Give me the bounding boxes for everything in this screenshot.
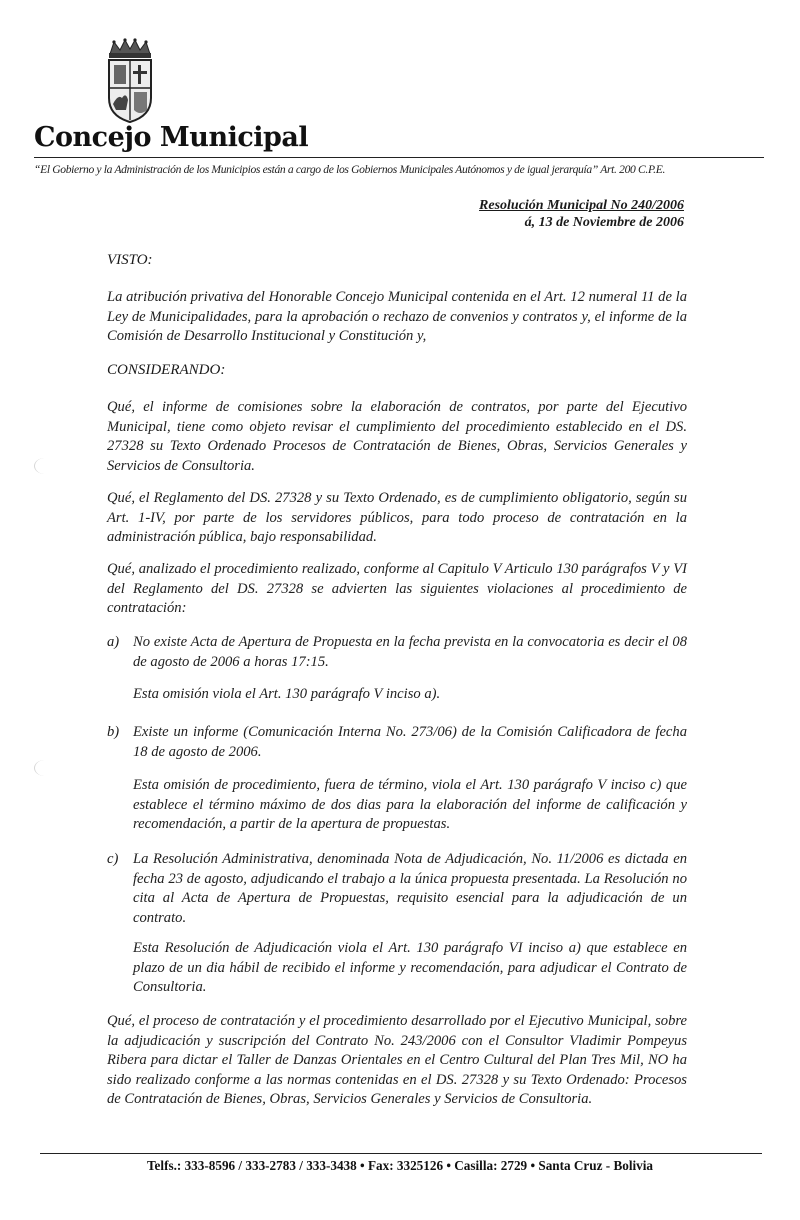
resolution-date: á, 13 de Noviembre de 2006 [524,215,684,230]
considerando-paragraph-1: Qué, el informe de comisiones sobre la elaboración de contratos, por parte del Ejecutivo Municipal, tiene como objeto revisar el cumplimiento del procedimiento establecido en el DS. 27328 su Texto Ordenado Procesos de Contratación de Bienes, Obras, Servicios Generales y Servicios de Consultoria. [107,399,687,474]
visto-heading: VISTO: [107,252,153,268]
coat-of-arms-icon [104,38,156,124]
resolution-number: Resolución Municipal No 240/2006 [479,198,684,213]
item-c-text: La Resolución Administrativa, denominada Nota de Adjudicación, No. 11/2006 es dictada en fecha 23 de agosto, adjudicando el trabajo a la única propuesta presentada. La Resolución no cita al Acta de Apertura de Propuestas, requisito esencial para la adjudicación de un contrato. [133,851,687,926]
item-c-letter: c) [107,851,119,867]
constitution-quote: “El Gobierno y la Administración de los Municipios están a cargo de los Gobiernos Municipales Autónomos y de igual jerarquía” Art. 200 C.P.E. [34,163,666,176]
item-a-note: Esta omisión viola el Art. 130 parágrafo V inciso a). [133,686,441,702]
punch-hole-mark [34,760,55,776]
punch-hole-mark [34,458,55,474]
visto-paragraph: La atribución privativa del Honorable Concejo Municipal contenida en el Art. 12 numeral 11 de la Ley de Municipalidades, para la aprobación o rechazo de convenios y contratos y, el informe de la Comisión de Desarrollo Institucional y Constitución y, [107,289,687,344]
item-b-letter: b) [107,724,120,740]
footer-contact: Telfs.: 333-8596 / 333-2783 / 333-3438 • Fax: 3325126 • Casilla: 2729 • Santa Cruz - Bolivia [146,1158,654,1173]
item-c-note: Esta Resolución de Adjudicación viola el Art. 130 parágrafo VI inciso a) que establece en plazo de un dia hábil de recibido el informe y recomendación, para adjudicar el Contrato de Consultoria. [133,940,687,995]
item-a-text: No existe Acta de Apertura de Propuesta en la fecha prevista en la convocatoria es decir el 08 de agosto de 2006 a horas 17:15. [133,634,687,670]
page-title: Concejo Municipal [34,122,309,153]
considerando-paragraph-3: Qué, analizado el procedimiento realizado, conforme al Capitulo V Articulo 130 parágrafos V y VI del Reglamento del DS. 27328 se advierten las siguientes violaciones al procedimiento de contratación: [107,561,687,616]
considerando-paragraph-4: Qué, el proceso de contratación y el procedimiento desarrollado por el Ejecutivo Municipal, sobre la adjudicación y suscripción del Contrato No. 243/2006 con el Consultor Vladimir Pompeyus Ribera para dictar el Taller de Danzas Orientales en el Centro Cultural del Plan Tres Mil, NO ha sido realizado conforme a las normas contenidas en el DS. 27328 y su Texto Ordenado: Procesos de Contratación de Bienes, Obras, Servicios Generales y Servicios de Consultoria. [107,1013,687,1107]
item-b-text: Existe un informe (Comunicación Interna No. 273/06) de la Comisión Calificadora de fecha 18 de agosto de 2006. [133,724,687,760]
considerando-heading: CONSIDERANDO: [107,362,226,378]
item-a-letter: a) [107,634,120,650]
considerando-paragraph-2: Qué, el Reglamento del DS. 27328 y su Texto Ordenado, es de cumplimiento obligatorio, según su Art. 1-IV, por parte de los servidores públicos, para todo proceso de contratación en la administración pública, bajo responsabilidad. [107,490,687,545]
header-rule [34,157,764,158]
footer-rule [40,1153,762,1154]
item-b-note: Esta omisión de procedimiento, fuera de término, viola el Art. 130 parágrafo V inciso c) que establece el término máximo de dos dias para la elaboración del informe de calificación y recomendación, a partir de la apertura de propuestas. [133,777,687,832]
